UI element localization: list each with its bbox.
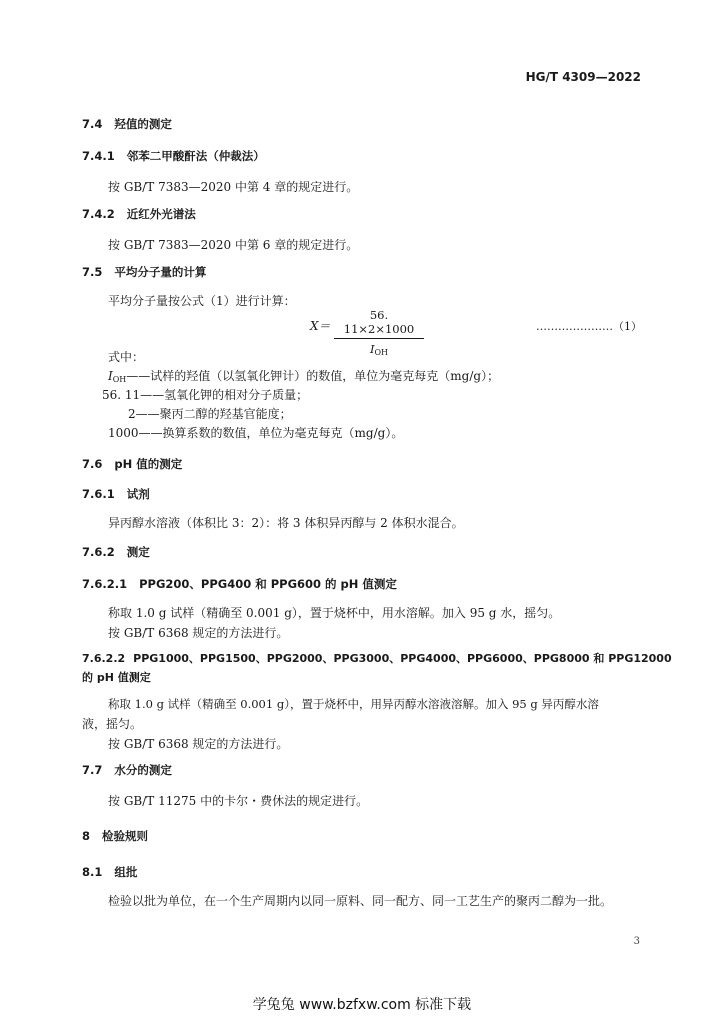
- section-title: 水分的测定: [114, 763, 172, 777]
- page-number: 3: [633, 936, 640, 947]
- section-7-4-2-text: 按 GB/T 7383—2020 中第 6 章的规定进行。: [108, 238, 359, 252]
- section-7-5-heading: [82, 264, 206, 280]
- section-title: PPG200、PPG400 和 PPG600 的 pH 值测定: [139, 577, 397, 591]
- section-7-6-2-1-heading: [82, 576, 397, 592]
- section-7-4-1-text: 按 GB/T 7383—2020 中第 4 章的规定进行。: [108, 180, 359, 194]
- section-number: 8: [82, 829, 91, 843]
- formula-intro: 平均分子量按公式（1）进行计算：: [108, 294, 296, 308]
- section-number: 7.6.2: [82, 545, 115, 559]
- section-7-6-2-heading: [82, 544, 150, 560]
- section-7-6-2-2-heading: [82, 650, 672, 666]
- section-8-heading: [82, 828, 148, 844]
- section-title: 组批: [114, 865, 138, 879]
- section-number: 7.4.2: [82, 207, 115, 221]
- section-7-4-heading: [82, 116, 172, 132]
- section-title: 羟值的测定: [114, 117, 172, 131]
- section-7-6-2-1-line1: 称取 1.0 g 试样（精确至 0.001 g），置于烧杯中，用水溶解。加入 95 g 水，摇匀。: [108, 606, 561, 620]
- section-number: 7.6.2.1: [82, 577, 128, 591]
- section-title-line1: PPG1000、PPG1500、PPG2000、PPG3000、PPG4000、PPG6000、PPG8000 和 PPG12000: [133, 652, 672, 665]
- section-number: 7.7: [82, 763, 103, 777]
- standard-code: HG/T 4309—2022: [525, 70, 641, 84]
- section-7-7-heading: [82, 762, 172, 778]
- where-label: 式中：: [108, 350, 145, 364]
- section-7-7-text: 按 GB/T 11275 中的卡尔・费休法的规定进行。: [108, 794, 369, 808]
- section-title: 测定: [126, 545, 150, 559]
- formula-denominator: $I_{OH}$: [369, 342, 389, 357]
- section-number: 7.5: [82, 265, 103, 279]
- section-title: pH 值的测定: [114, 457, 183, 471]
- def-2: 2——聚丙二醇的羟基官能度；: [128, 407, 292, 421]
- section-title: 邻苯二甲酸酐法（仲裁法）: [126, 149, 265, 163]
- section-8-1-text: 检验以批为单位，在一个生产周期内以同一原料、同一配方、同一工艺生产的聚丙二醇为一批。: [108, 894, 613, 908]
- def-1000: 1000——换算系数的数值，单位为毫克每克（mg/g）。: [108, 426, 404, 440]
- section-7-6-1-heading: [82, 486, 150, 502]
- section-number: 8.1: [82, 865, 103, 879]
- def-56-11: 56. 11——氢氧化钾的相对分子质量；: [102, 388, 309, 402]
- section-title: 近红外光谱法: [126, 207, 196, 221]
- formula-fraction: [334, 308, 424, 357]
- section-title: 检验规则: [102, 829, 149, 843]
- section-7-4-1-heading: [82, 148, 265, 164]
- section-title: 试剂: [126, 487, 150, 501]
- section-7-6-2-2-line1b: 液，摇匀。: [82, 717, 143, 731]
- formula-label: …………………（1）: [536, 320, 642, 333]
- section-title: 平均分子量的计算: [114, 265, 207, 279]
- section-7-6-2-1-line2: 按 GB/T 6368 规定的方法进行。: [108, 626, 289, 640]
- section-7-6-2-2-heading-line2: 的 pH 值测定: [82, 671, 151, 684]
- section-7-6-1-text: 异丙醇水溶液（体积比 3：2）：将 3 体积异丙醇与 2 体积水混合。: [108, 516, 464, 530]
- section-number: 7.4: [82, 117, 103, 131]
- footer-watermark: 学兔兔 www.bzfxw.com 标准下载: [252, 997, 472, 1013]
- formula-lhs: X＝: [310, 319, 331, 333]
- section-8-1-heading: [82, 864, 137, 880]
- section-7-6-2-2-line2: 按 GB/T 6368 规定的方法进行。: [108, 737, 289, 751]
- formula-numerator: 56. 11×2×1000: [334, 308, 424, 339]
- section-7-6-2-2-line1: 称取 1.0 g 试样（精确至 0.001 g），置于烧杯中，用异丙醇水溶液溶解。加入 95 g 异丙醇水溶: [108, 697, 599, 711]
- section-7-6-heading: [82, 456, 182, 472]
- def-ioh: $I_{OH}——$试样的羟值（以氢氧化钾计）的数值，单位为毫克每克（mg/g）；: [108, 369, 500, 384]
- section-number: 7.6.1: [82, 487, 115, 501]
- section-number: 7.4.1: [82, 149, 115, 163]
- section-number: 7.6: [82, 457, 103, 471]
- section-7-4-2-heading: [82, 206, 196, 222]
- section-number: 7.6.2.2: [82, 652, 126, 665]
